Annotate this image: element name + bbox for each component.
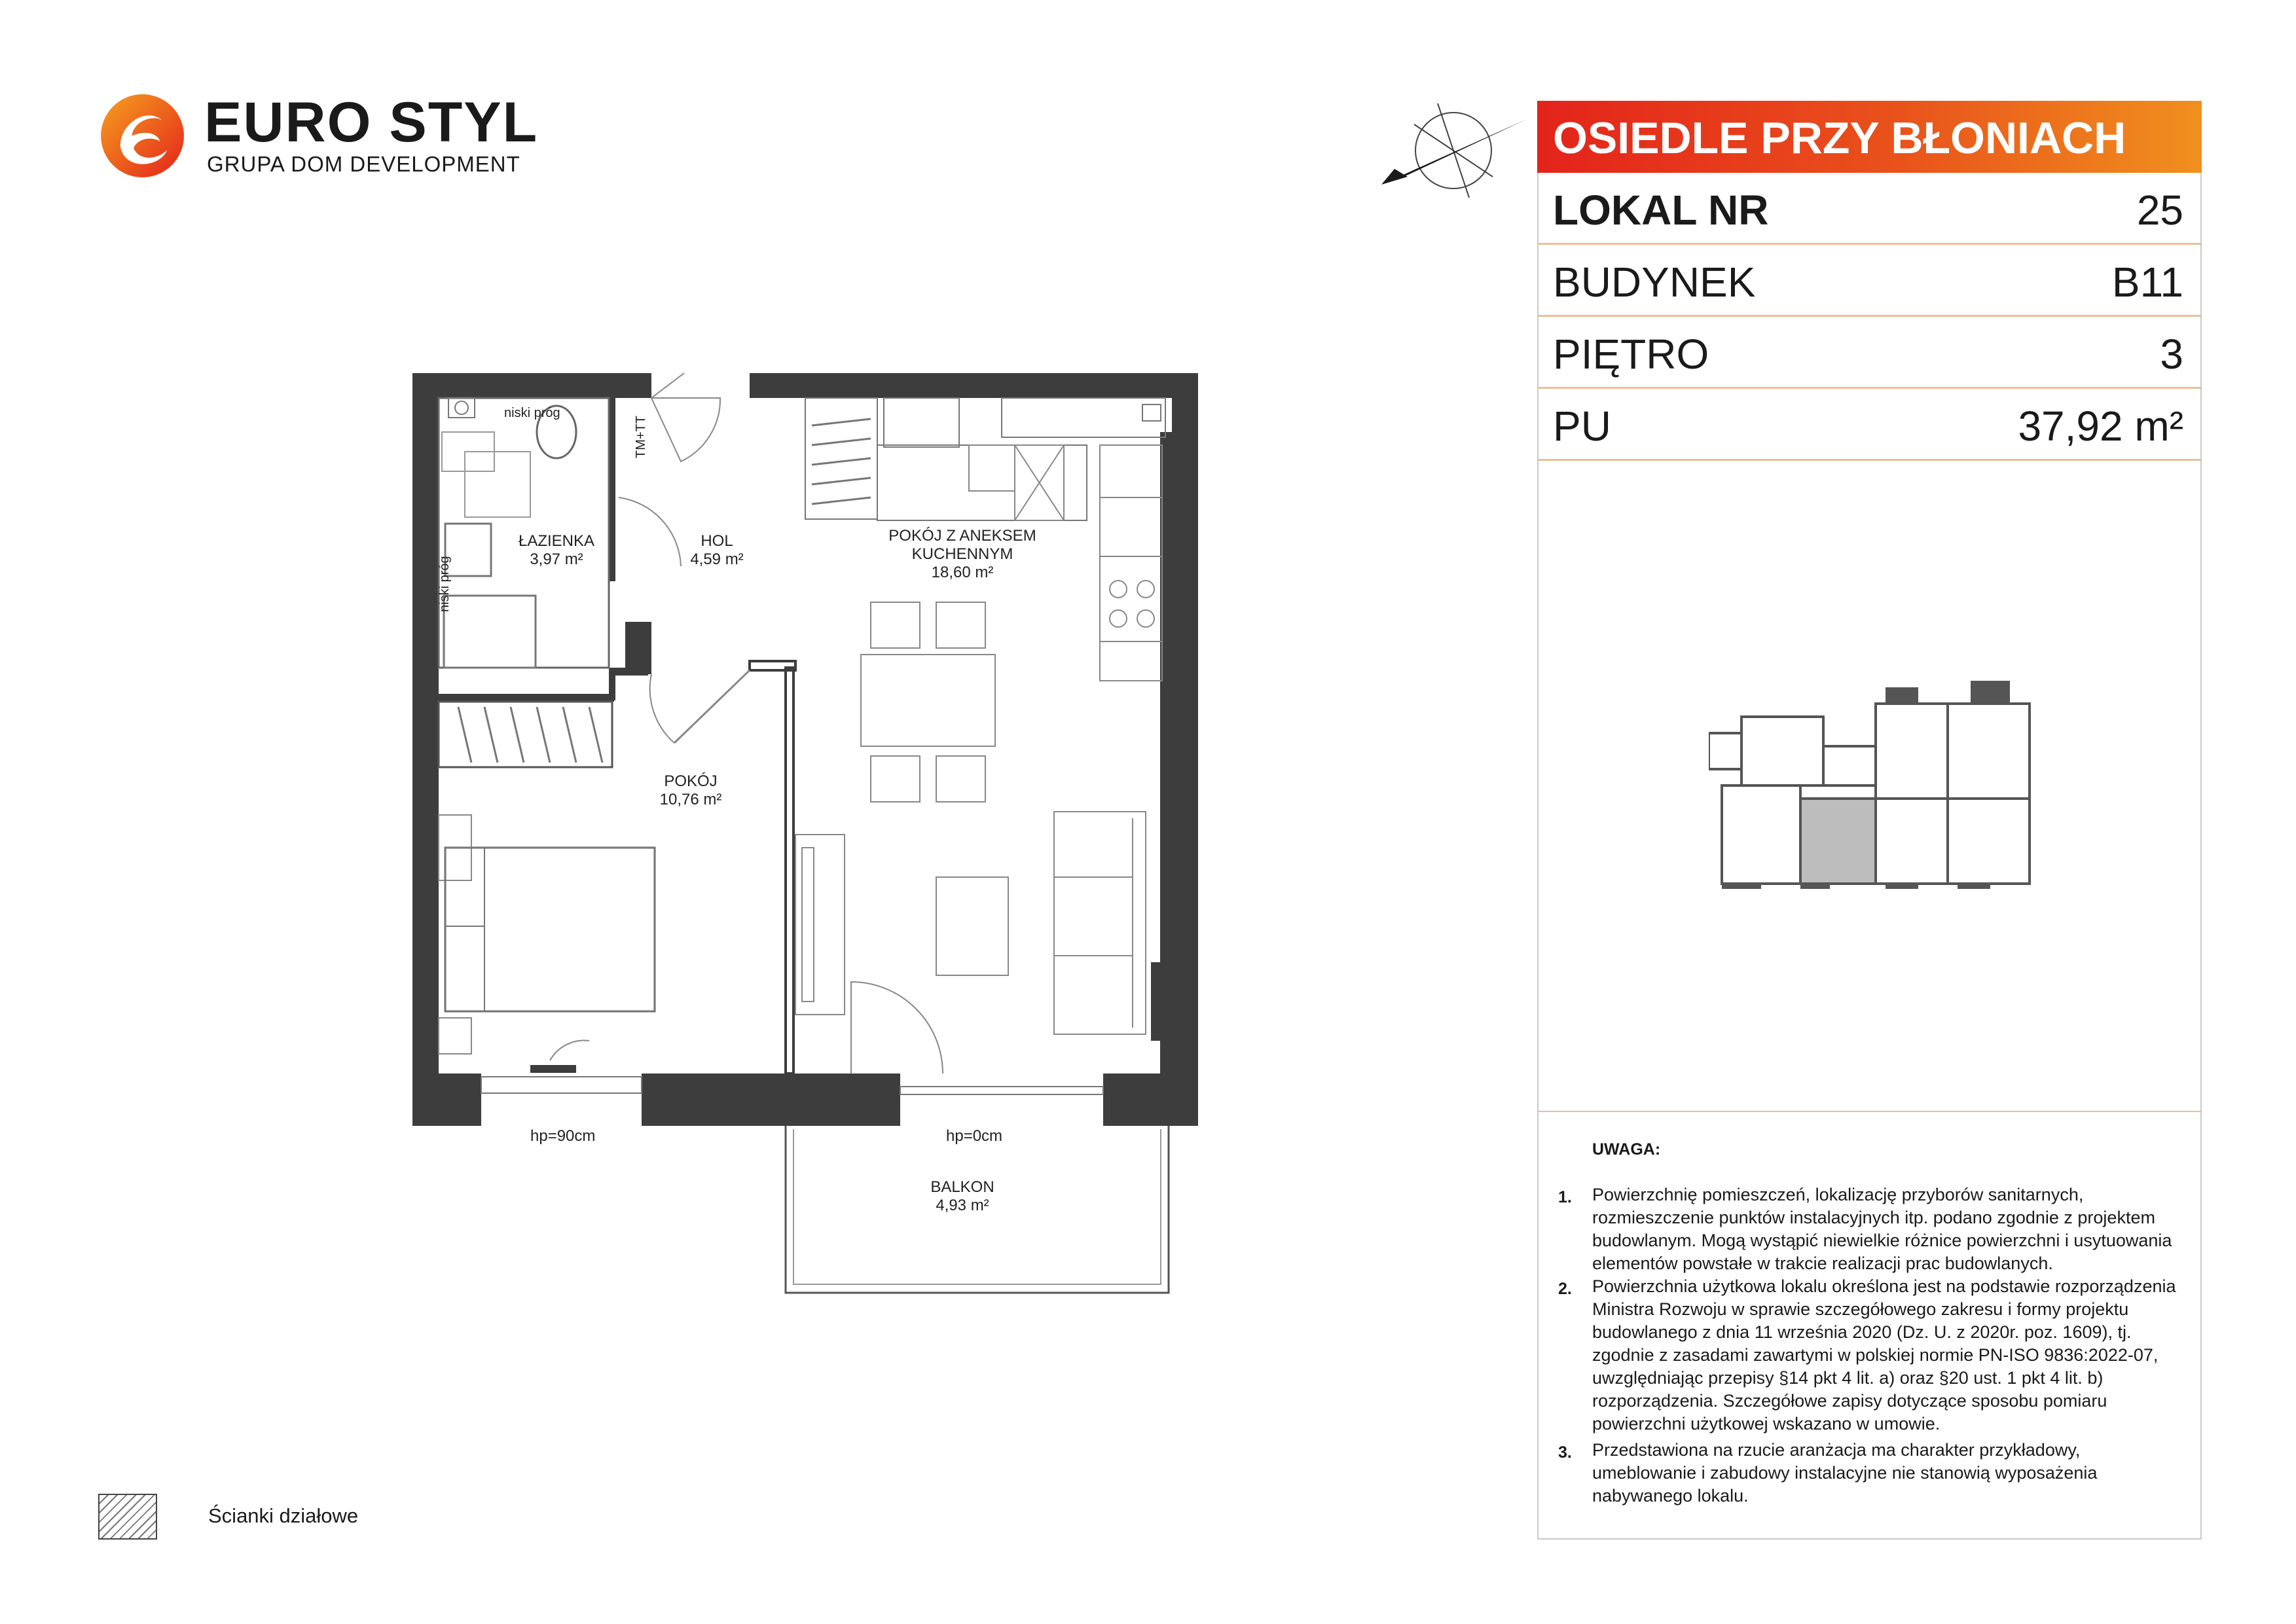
low-threshold-label: niski próg [437, 556, 452, 612]
tm-tt-label: TM+TT [634, 416, 648, 458]
note-text: Przedstawiona na rzucie aranżacja ma charakter przykładowy, umeblowanie i zabudowy instalacyjne nie stanowią wyposażenia nabywanego lokalu. [1592, 1440, 2098, 1506]
room-bedroom [635, 772, 746, 809]
floor-value: 3 [2160, 331, 2183, 378]
legend-label: Ścianki działowe [208, 1504, 359, 1527]
note-text: Powierzchnię pomieszczeń, lokalizację przyborów sanitarnych, rozmieszczenie punktów instalacyjnych itp. podano zgodnie z projektem budowlanym. Mogą wystąpić niewielkie różnice powierzchni i usytuowania elementów powstałe w trakcie realizacji prac budowlanych. [1592, 1185, 2172, 1273]
room-name: HOL [701, 532, 733, 550]
north-arrow-icon [1375, 98, 1532, 203]
note-number: 1. [1558, 1188, 1572, 1206]
room-hall [661, 532, 773, 569]
room-bathroom [494, 532, 619, 569]
room-area: 3,97 m² [530, 550, 583, 568]
room-balcony [903, 1178, 1021, 1215]
low-threshold-label: niski próg [504, 406, 560, 420]
note-number: 3. [1558, 1443, 1572, 1462]
room-name: POKÓJ [664, 772, 718, 790]
building-label: BUDYNEK [1553, 259, 1756, 306]
room-area: 4,93 m² [936, 1197, 989, 1214]
room-area: 18,60 m² [931, 564, 994, 581]
brand-subtitle: GRUPA DOM DEVELOPMENT [207, 152, 520, 176]
building-key-plan [1709, 674, 2036, 897]
row-building [1537, 245, 2202, 317]
brand-name: EURO STYL [204, 91, 539, 154]
unit-number-value: 25 [2136, 187, 2183, 234]
building-value: B11 [2111, 259, 2183, 306]
sill-height-left: hp=90cm [530, 1127, 596, 1145]
room-living-kitchen [858, 527, 1067, 582]
notes-divider [1537, 1111, 2202, 1112]
note-number: 2. [1558, 1280, 1572, 1298]
partition-wall-swatch [98, 1494, 157, 1540]
unit-number-label: LOKAL NR [1553, 187, 1769, 234]
floor-plan [393, 360, 1211, 1309]
usable-area-value: 37,92 m² [2018, 403, 2183, 450]
note-text: Powierzchnia użytkowa lokalu określona jest na podstawie rozporządzenia Ministra Rozwoju w sprawie szczegółowego zakresu i formy projektu budowlanego z dnia 11 września 2020 (Dz. U. z 2020r. poz. 1609), tj. zgodnie z zasadami zawartymi w polskiej normie PN-ISO 9836:2022-07, uwzględniając przepisy §14 pkt 4 lit. a) oraz §20 ust. 1 pkt 4 lit. b) rozporządzenia. Szczegółowe zapisy dotyczące sposobu pomiaru powierzchni użytkowej wskazano w umowie. [1592, 1276, 2176, 1434]
room-area: 10,76 m² [659, 791, 722, 808]
room-name: BALKON [930, 1178, 994, 1196]
row-floor [1537, 317, 2202, 389]
sill-height-right: hp=0cm [946, 1127, 1003, 1145]
room-name: POKÓJ Z ANEKSEM [888, 527, 1036, 545]
estate-name: OSIEDLE PRZY BŁONIACH [1537, 101, 2202, 173]
room-area: 4,59 m² [690, 550, 744, 568]
euro-styl-logo-icon [98, 92, 187, 180]
notes-title: UWAGA: [1592, 1140, 1661, 1159]
unit-highlight [1802, 800, 1874, 882]
room-name: ŁAZIENKA [518, 532, 595, 550]
room-name-line2: KUCHENNYM [911, 545, 1013, 563]
usable-area-label: PU [1553, 403, 1611, 450]
row-unit-number [1537, 173, 2202, 245]
row-usable-area [1537, 389, 2202, 461]
floor-label: PIĘTRO [1553, 331, 1709, 378]
